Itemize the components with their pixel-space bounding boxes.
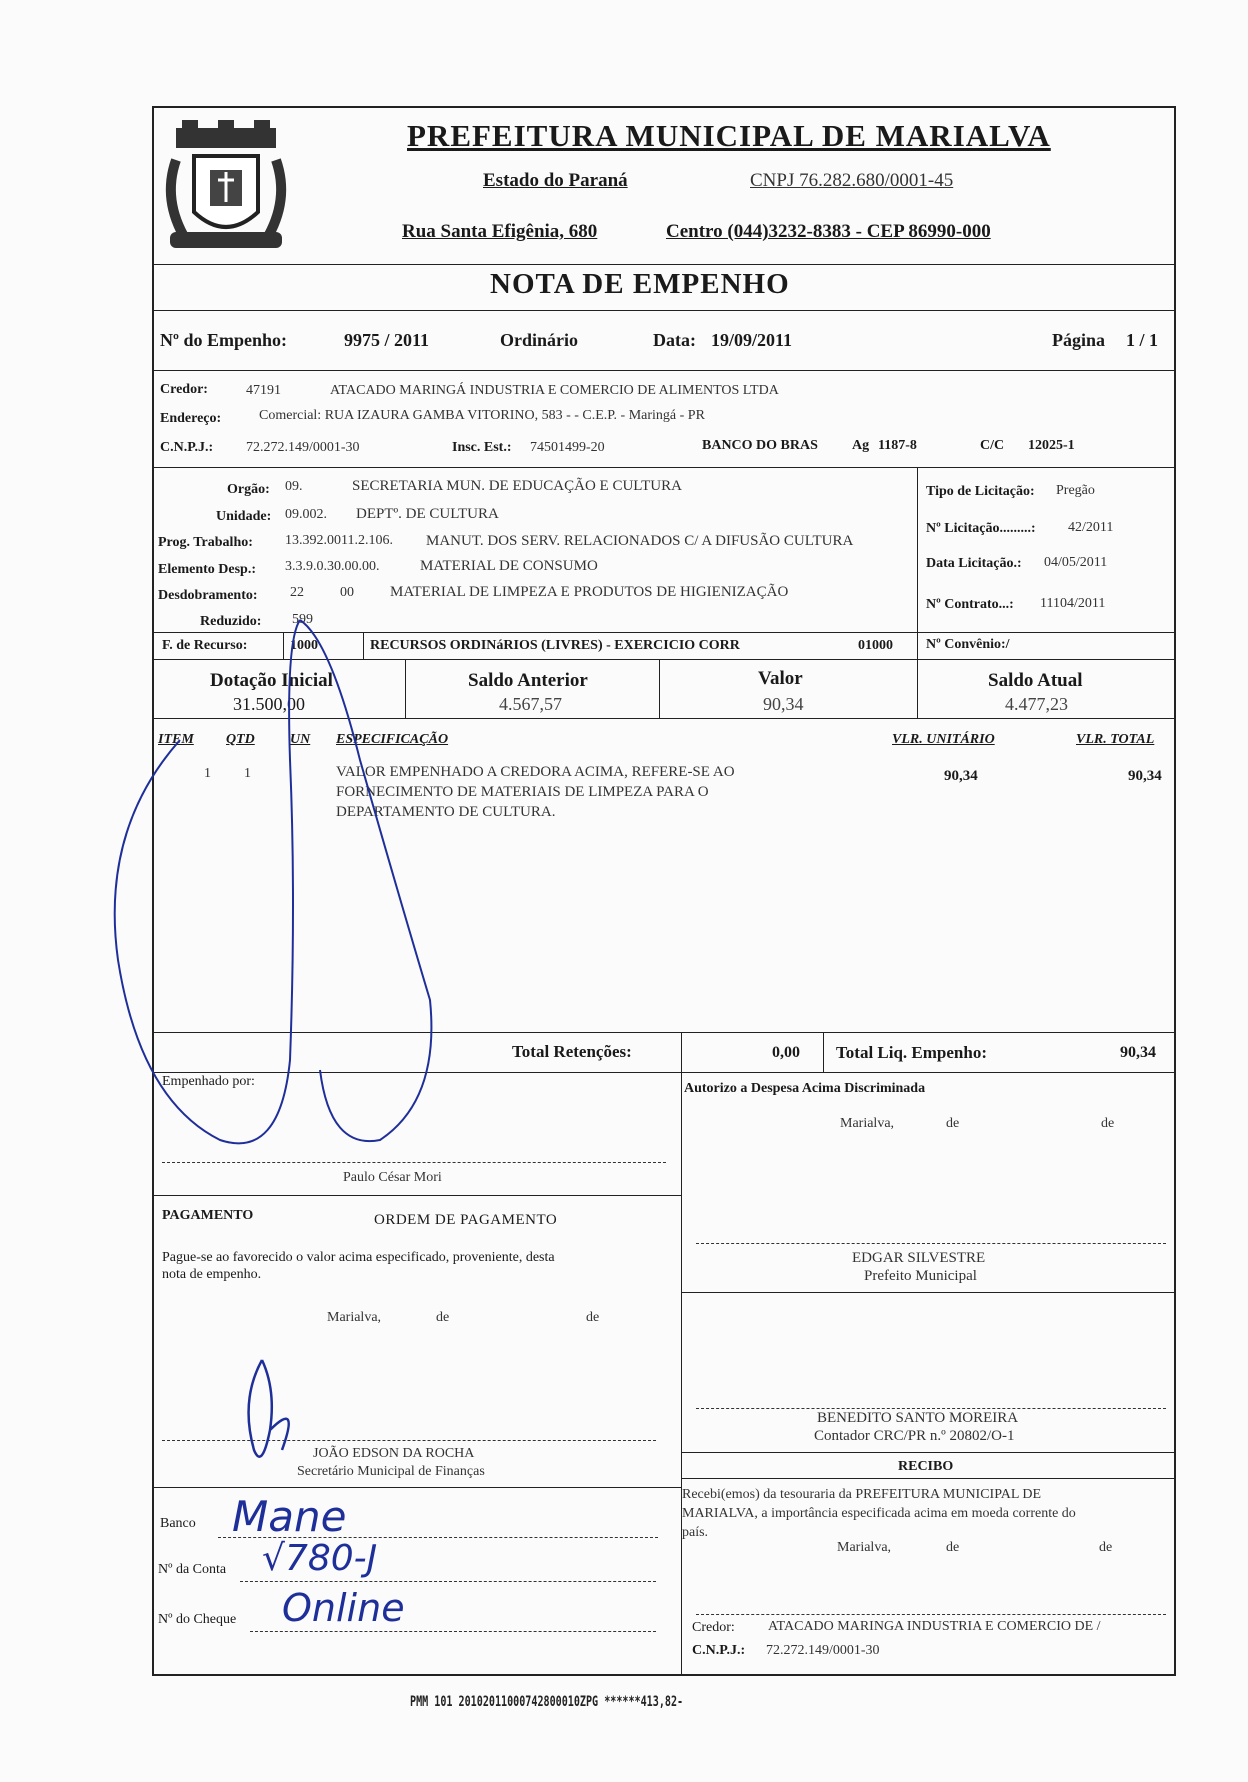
recibo-credor-name: ATACADO MARINGA INDUSTRIA E COMERCIO DE / [768,1619,1101,1634]
saldo-atual-label: Saldo Atual [988,670,1083,691]
cheque-handwritten: Online [282,1586,405,1630]
reduzido-value: 599 [292,612,313,627]
contrato-label: Nº Contrato...: [926,597,1014,612]
item-total-value: 90,34 [1128,768,1162,784]
dotacao-value: 31.500,00 [233,694,305,714]
num-licitacao-value: 42/2011 [1068,520,1114,535]
empenhado-label: Empenhado por: [162,1074,255,1089]
document-title: NOTA DE EMPENHO [490,268,790,300]
bank-name: BANCO DO BRAS [702,438,818,453]
recibo-cnpj-label: C.N.P.J.: [692,1643,746,1658]
item-unit-value: 90,34 [944,768,978,784]
liq-empenho-label: Total Liq. Empenho: [836,1043,987,1062]
contrato-value: 11104/2011 [1040,596,1106,611]
col-item: ITEM [158,732,194,747]
saldo-anterior-value: 4.567,57 [499,694,562,714]
prog-name: MANUT. DOS SERV. RELACIONADOS C/ A DIFUSÃO CULTURA [426,533,854,549]
mayor-name: EDGAR SILVESTRE [852,1250,986,1266]
right-de1: de [946,1116,960,1131]
secretary-title: Secretário Municipal de Finanças [297,1464,485,1479]
unidade-code: 09.002. [285,507,327,522]
empenho-date: 19/09/2011 [711,330,793,350]
accountant-name: BENEDITO SANTO MOREIRA [817,1410,1019,1426]
municipality-cnpj: CNPJ 76.282.680/0001-45 [750,170,954,191]
recurso-number: 01000 [858,638,893,653]
retencoes-value: 0,00 [772,1044,800,1061]
valor-label: Valor [758,668,803,689]
col-especificacao: ESPECIFICAÇÃO [336,732,449,747]
ordem-pagamento-label: ORDEM DE PAGAMENTO [374,1212,558,1228]
prog-label: Prog. Trabalho: [158,535,253,550]
credor-cnpj: 72.272.149/0001-30 [246,440,360,455]
credor-label: Credor: [160,382,208,397]
empenhado-name: Paulo César Mori [343,1170,442,1185]
right-de2: de [1101,1116,1115,1131]
banco-label: Banco [160,1516,196,1531]
item-number: 1 [204,766,211,781]
endereco-label: Endereço: [160,411,222,426]
col-vlr-unitario: VLR. UNITÁRIO [892,732,995,747]
cc-value: 12025-1 [1028,438,1075,453]
desdobramento-name: MATERIAL DE LIMPEZA E PRODUTOS DE HIGIENIZAÇÃO [390,584,789,600]
conta-handwritten: √780-J [262,1538,378,1579]
left-de2: de [586,1310,600,1325]
num-licitacao-label: Nº Licitação.........: [926,521,1036,536]
recibo-de1: de [946,1540,960,1555]
accountant-title: Contador CRC/PR n.º 20802/O-1 [814,1428,1015,1444]
recurso-code: 1000 [290,638,318,653]
orgao-label: Orgão: [227,482,270,497]
page-number: 1 / 1 [1126,330,1159,350]
recibo-line3: país. [682,1525,709,1540]
empenho-date-label: Data: [653,330,696,350]
convenio-label: Nº Convênio:/ [926,637,1010,652]
ag-label: Ag [852,438,870,453]
empenho-type: Ordinário [500,330,579,350]
recibo-city: Marialva, [837,1540,892,1555]
mayor-title: Prefeito Municipal [864,1268,977,1284]
item-spec-line1: VALOR EMPENHADO A CREDORA ACIMA, REFERE-SE AO [336,764,735,780]
left-city: Marialva, [327,1310,382,1325]
conta-label: Nº da Conta [158,1562,227,1577]
empenho-label: Nº do Empenho: [160,330,287,350]
recibo-label: RECIBO [898,1459,954,1474]
cheque-label: Nº do Cheque [158,1612,237,1627]
recibo-cnpj-value: 72.272.149/0001-30 [766,1643,880,1658]
ag-value: 1187-8 [878,438,917,453]
empenho-number: 9975 / 2011 [344,330,430,350]
liq-empenho-value: 90,34 [1120,1044,1156,1061]
valor-value: 90,34 [763,694,804,714]
retencoes-label: Total Retenções: [512,1042,632,1061]
page-label: Página [1052,330,1106,350]
col-qtd: QTD [226,732,255,747]
recibo-line2: MARIALVA, a importância especificada acima em moeda corrente do [682,1506,1076,1521]
pague-line2: nota de empenho. [162,1267,262,1282]
col-un: UN [290,732,311,747]
saldo-anterior-label: Saldo Anterior [468,670,588,691]
item-spec-line2: FORNECIMENTO DE MATERIAIS DE LIMPEZA PARA O [336,784,709,800]
desdobramento-code2: 00 [340,585,354,600]
pague-line1: Pague-se ao favorecido o valor acima especificado, proveniente, desta [162,1250,555,1265]
credor-name: ATACADO MARINGÁ INDUSTRIA E COMERCIO DE ALIMENTOS LTDA [330,383,779,398]
recibo-line1: Recebi(emos) da tesouraria da PREFEITURA MUNICIPAL DE [682,1487,1042,1502]
elemento-label: Elemento Desp.: [158,562,256,577]
desdobramento-code1: 22 [290,585,304,600]
address-rest: Centro (044)3232-8383 - CEP 86990-000 [666,221,991,242]
orgao-code: 09. [285,479,303,494]
left-de1: de [436,1310,450,1325]
state-name: Estado do Paraná [483,170,628,191]
reduzido-label: Reduzido: [200,614,262,629]
municipality-title: PREFEITURA MUNICIPAL DE MARIALVA [407,118,1051,153]
cc-label: C/C [980,438,1005,453]
recibo-de2: de [1099,1540,1113,1555]
cnpj-label: C.N.P.J.: [160,440,214,455]
col-vlr-total: VLR. TOTAL [1076,732,1155,747]
insc-value: 74501499-20 [530,440,605,455]
pagamento-label: PAGAMENTO [162,1208,254,1223]
address-street: Rua Santa Efigênia, 680 [402,221,598,242]
data-licitacao-label: Data Licitação.: [926,556,1022,571]
orgao-name: SECRETARIA MUN. DE EDUCAÇÃO E CULTURA [352,478,682,494]
dotacao-label: Dotação Inicial [210,670,333,691]
footer-stamp: PMM 101 20102011000742800010ZPG ******413,82- [410,1694,684,1710]
credor-code: 47191 [246,383,281,398]
item-qtd: 1 [244,766,251,781]
endereco-value: Comercial: RUA IZAURA GAMBA VITORINO, 583 - - C.E.P. - Maringá - PR [259,408,705,423]
recurso-name: RECURSOS ORDINáRIOS (LIVRES) - EXERCICIO CORR [370,638,740,653]
unidade-label: Unidade: [216,509,272,524]
tipo-licitacao-value: Pregão [1056,483,1095,498]
unidade-name: DEPTº. DE CULTURA [356,506,499,522]
recurso-label: F. de Recurso: [162,638,248,653]
right-city: Marialva, [840,1116,895,1131]
saldo-atual-value: 4.477,23 [1005,694,1068,714]
data-licitacao-value: 04/05/2011 [1044,555,1108,570]
secretary-name: JOÃO EDSON DA ROCHA [313,1446,475,1461]
recibo-credor-label: Credor: [692,1620,735,1635]
tipo-licitacao-label: Tipo de Licitação: [926,484,1035,499]
elemento-code: 3.3.9.0.30.00.00. [285,559,380,574]
insc-label: Insc. Est.: [452,440,512,455]
elemento-name: MATERIAL DE CONSUMO [420,558,598,574]
prog-code: 13.392.0011.2.106. [285,533,393,548]
banco-handwritten: Mane [232,1492,347,1541]
desdobramento-label: Desdobramento: [158,588,258,603]
item-spec-line3: DEPARTAMENTO DE CULTURA. [336,804,556,820]
autorizo-label: Autorizo a Despesa Acima Discriminada [684,1081,926,1096]
